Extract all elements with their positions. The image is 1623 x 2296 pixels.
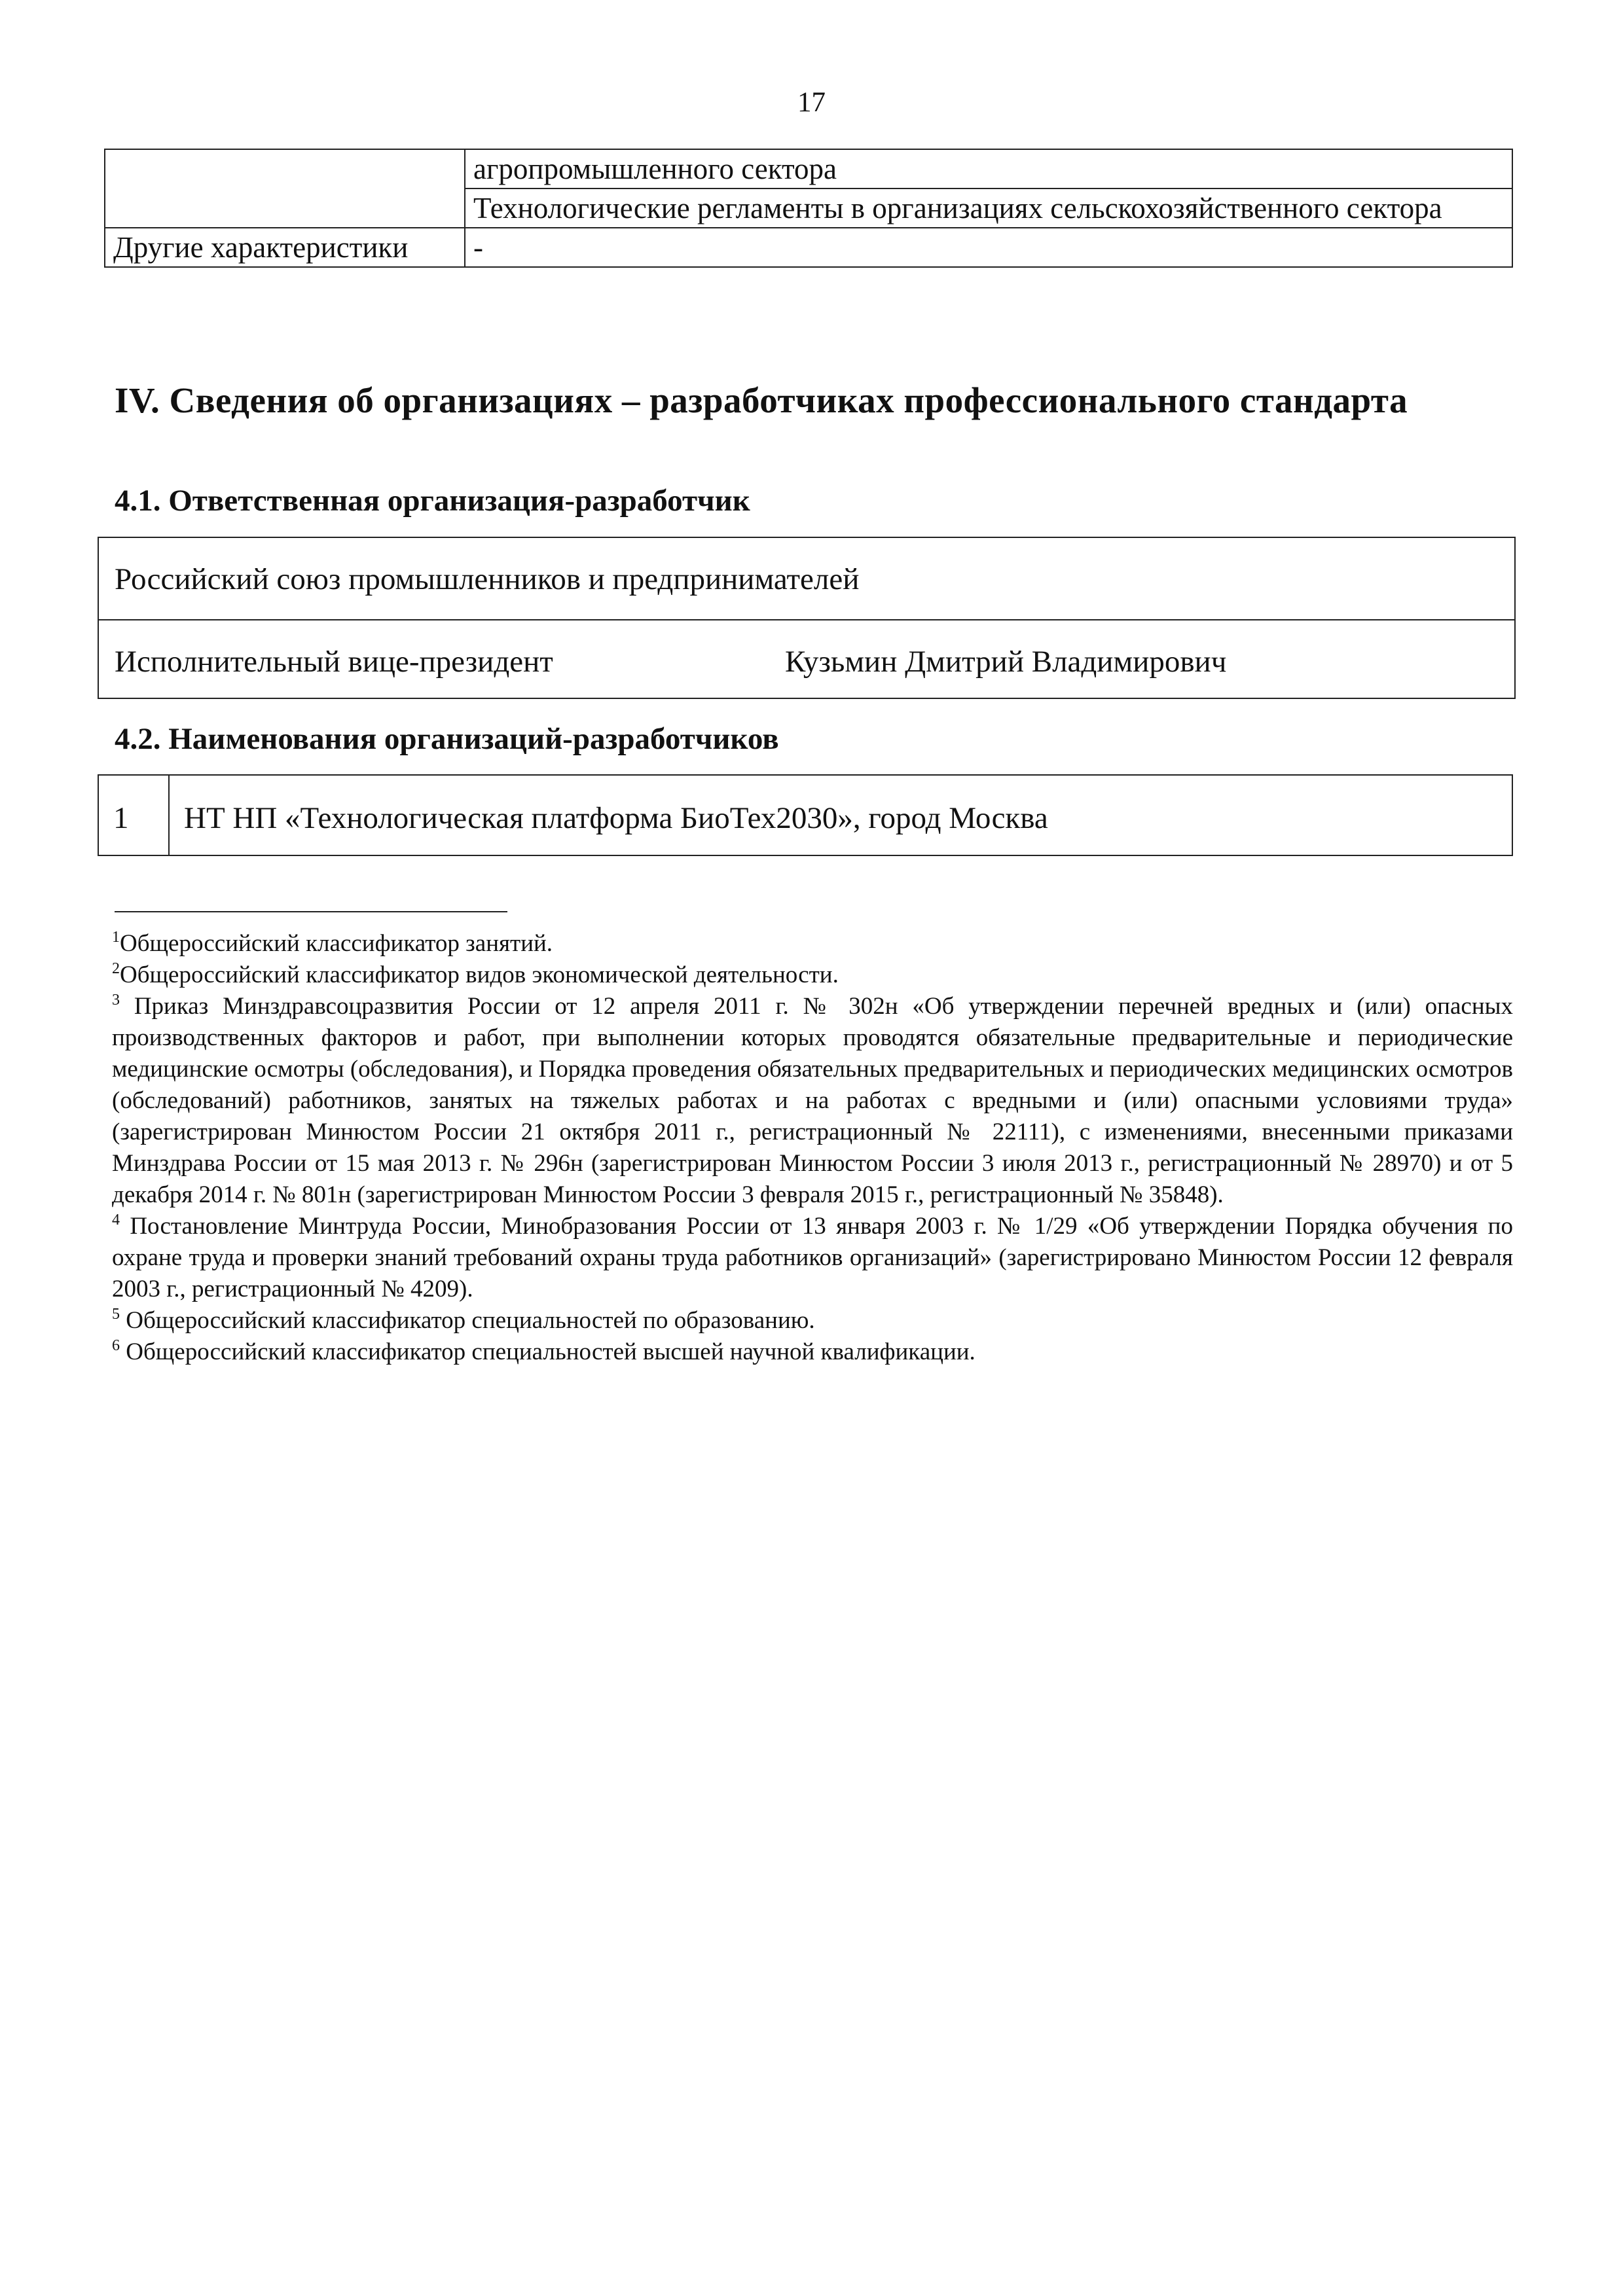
table-cell: агропромышленного сектора: [465, 149, 1512, 188]
characteristics-table: [104, 149, 1513, 268]
footnote-mark: 1: [112, 929, 120, 946]
footnote-text: Общероссийский классификатор занятий.: [120, 930, 553, 957]
developer-name: НТ НП «Технологическая платформа БиоТех2030», город Москва: [169, 775, 1512, 855]
subsection-title-responsible-org: 4.1. Ответственная организация-разработчик: [115, 484, 750, 518]
table-row: [105, 149, 1512, 188]
table-cell-empty: [105, 149, 465, 228]
footnote: [112, 928, 1513, 960]
head-position: Исполнительный вице-президент: [115, 645, 553, 679]
responsible-org-box: [98, 537, 1516, 699]
footnote: [112, 991, 1513, 1211]
table-row: [98, 775, 1512, 855]
footnote-text: Общероссийский классификатор специальностей высшей научной квалификации.: [120, 1338, 976, 1365]
developer-number: 1: [98, 775, 169, 855]
developers-table: [98, 774, 1513, 856]
footnote: [112, 1211, 1513, 1305]
footnote-text: Постановление Минтруда России, Минобразования России от 13 января 2003 г. № 1/29 «Об утверждении Порядка обучения по охране труда и проверки знаний требований охраны труда работников организаций» (зарегистрировано Минюстом России 12 февраля 2003 г., регистрационный № 4209).: [112, 1213, 1513, 1302]
footnote: [112, 1305, 1513, 1336]
head-person-name: Кузьмин Дмитрий Владимирович: [785, 645, 1227, 679]
footnote-text: Общероссийский классификатор видов экономической деятельности.: [120, 961, 839, 988]
footnote: [112, 1336, 1513, 1368]
footnote-mark: 2: [112, 960, 120, 977]
table-cell: Технологические регламенты в организациях сельскохозяйственного сектора: [465, 188, 1512, 228]
footnote-separator: [115, 911, 507, 912]
footnote-mark: 4: [112, 1211, 120, 1229]
footnote-text: Приказ Минздравсоцразвития России от 12 апреля 2011 г. № 302н «Об утверждении перечней вредных и (или) опасных производственных факторов и работ, при выполнении которых проводятся обязательные предварительные и периодические медицинские осмотры (обследования), и Порядка проведения обязательных предварительных и периодических медицинских осмотров (обследований) работников, занятых на тяжелых работах и на работах с вредными и (или) опасными условиями труда» (зарегистрирован Минюстом России 21 октября 2011 г., регистрационный № 22111), с изменениями, внесенными приказами Минздрава России от 15 мая 2013 г. № 296н (зарегистрирован Минюстом России 3 июля 2013 г., регистрационный № 28970) и от 5 декабря 2014 г. № 801н (зарегистрирован Минюстом России 3 февраля 2015 г., регистрационный № 35848).: [112, 993, 1513, 1208]
responsible-org-head: [99, 620, 1514, 698]
section-title: IV. Сведения об организациях – разработчиках профессионального стандарта: [115, 380, 1408, 420]
subsection-title-developers: 4.2. Наименования организаций-разработчиков: [115, 722, 779, 756]
footnotes: [112, 928, 1513, 1368]
page-number: 17: [797, 87, 826, 118]
footnote-mark: 6: [112, 1337, 120, 1354]
footnote-mark: 3: [112, 992, 120, 1009]
table-row: [105, 228, 1512, 267]
footnote: [112, 960, 1513, 991]
footnote-mark: 5: [112, 1306, 120, 1323]
other-characteristics-label: Другие характеристики: [105, 228, 465, 267]
other-characteristics-value: -: [465, 228, 1512, 267]
responsible-org-name: Российский союз промышленников и предпринимателей: [99, 538, 1514, 620]
footnote-text: Общероссийский классификатор специальностей по образованию.: [120, 1307, 815, 1334]
